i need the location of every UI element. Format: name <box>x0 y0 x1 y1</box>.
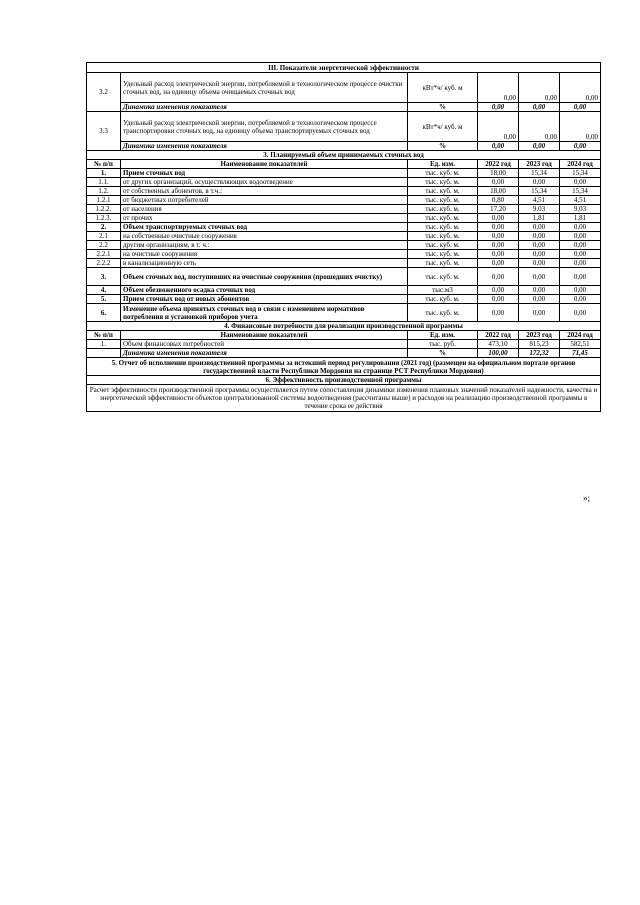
energy-row <box>87 112 601 142</box>
value-2022: 0,00 <box>478 304 519 322</box>
efficiency-header-row <box>87 376 601 385</box>
indicator-name: от бюджетных потребителей <box>121 196 408 205</box>
unit-cell: кВт*ч/ куб. м <box>408 73 478 103</box>
value-2024: 0,00 <box>560 295 601 304</box>
value-2022: 0,00 <box>478 223 519 232</box>
value-2023: 0,00 <box>519 178 560 187</box>
value-2023: 0,00 <box>519 295 560 304</box>
unit-cell: тыс. куб. м. <box>408 250 478 259</box>
section-3-header-row <box>87 63 601 73</box>
value-2024: 4,51 <box>560 196 601 205</box>
value-2024: 0,00 <box>560 286 601 295</box>
indicator-name: на очистные сооружения <box>121 250 408 259</box>
row-number: 4. <box>87 286 121 295</box>
row-number: 2. <box>87 223 121 232</box>
value-2022: 0,00 <box>478 178 519 187</box>
value-2022: 0,00 <box>478 112 519 142</box>
dynamics-label: Динамика изменения показателя <box>121 349 408 358</box>
value-2023: 0,00 <box>519 142 560 151</box>
value-2023: 0,00 <box>519 304 560 322</box>
column-header-2022: 2022 год <box>478 160 519 169</box>
value-2024: 15,34 <box>560 187 601 196</box>
indicator-name: другим организациям, в т. ч.: <box>121 241 408 250</box>
value-2023: 0,00 <box>519 223 560 232</box>
volume-row <box>87 295 601 304</box>
indicator-name: Объем обезвоженного осадка сточных вод <box>121 286 408 295</box>
volume-row <box>87 250 601 259</box>
unit-cell: тыс. куб. м. <box>408 178 478 187</box>
value-2023: 9,03 <box>519 205 560 214</box>
value-2023: 0,00 <box>519 232 560 241</box>
unit-cell: кВт*ч/ куб. м <box>408 112 478 142</box>
column-header-no: № п/п <box>87 331 121 340</box>
volume-row <box>87 241 601 250</box>
column-header-no: № п/п <box>87 160 121 169</box>
unit-cell: тыс. куб. м. <box>408 268 478 286</box>
value-2024: 0,00 <box>560 103 601 112</box>
indicator-name: Объем сточных вод, поступивших на очистные сооружения (прошедших очистку) <box>121 268 408 286</box>
finance-row <box>87 340 601 349</box>
value-2022: 0,00 <box>478 295 519 304</box>
unit-cell: тыс. куб. м. <box>408 295 478 304</box>
value-2023: 172,32 <box>519 349 560 358</box>
volume-row <box>87 205 601 214</box>
dynamics-row <box>87 142 601 151</box>
volume-column-header-row <box>87 160 601 169</box>
value-2023: 815,23 <box>519 340 560 349</box>
unit-cell: тыс. куб. м. <box>408 214 478 223</box>
value-2024: 0,00 <box>560 268 601 286</box>
unit-cell: тыс. куб. м. <box>408 241 478 250</box>
value-2023: 4,51 <box>519 196 560 205</box>
indicator-name: от прочих <box>121 214 408 223</box>
value-2022: 18,00 <box>478 187 519 196</box>
volume-row <box>87 178 601 187</box>
indicator-name: Удельный расход электрической энергии, потребляемой в технологическом процессе транспортировки сточных вод, на единицу объема транспортируемых сточных вод <box>121 112 408 142</box>
row-number: 6. <box>87 304 121 322</box>
value-2024: 9,03 <box>560 205 601 214</box>
volume-row <box>87 268 601 286</box>
value-2022: 0,00 <box>478 259 519 268</box>
value-2024: 15,34 <box>560 169 601 178</box>
report-header-row <box>87 358 601 376</box>
volume-row <box>87 214 601 223</box>
unit-cell: тыс. куб. м. <box>408 196 478 205</box>
unit-cell: % <box>408 103 478 112</box>
value-2023: 0,00 <box>519 286 560 295</box>
volume-row <box>87 223 601 232</box>
unit-cell: тыс. куб. м. <box>408 259 478 268</box>
value-2024: 0,00 <box>560 73 601 103</box>
column-header-2023: 2023 год <box>519 331 560 340</box>
value-2022: 0,00 <box>478 214 519 223</box>
unit-cell: тыс. куб. м. <box>408 223 478 232</box>
column-header-name: Наименование показателей <box>121 160 408 169</box>
row-number: 1.2.2. <box>87 205 121 214</box>
column-header-2023: 2023 год <box>519 160 560 169</box>
volume-row <box>87 232 601 241</box>
unit-cell: тыс. куб. м. <box>408 205 478 214</box>
value-2022: 0,00 <box>478 142 519 151</box>
finance-column-header-row <box>87 331 601 340</box>
dynamics-row <box>87 103 601 112</box>
indicator-name: Объем финансовых потребностей <box>121 340 408 349</box>
indicator-name: Объем транспортируемых сточных вод <box>121 223 408 232</box>
value-2022: 0,00 <box>478 241 519 250</box>
volume-row <box>87 259 601 268</box>
value-2023: 0,00 <box>519 103 560 112</box>
column-header-2022: 2022 год <box>478 331 519 340</box>
value-2023: 0,00 <box>519 250 560 259</box>
row-number: 1.2.1 <box>87 196 121 205</box>
indicator-name: Удельный расход электрической энергии, потребляемой в технологическом процессе очистки сточных вод, на единицу объема очищаемых сточных вод <box>121 73 408 103</box>
value-2023: 0,00 <box>519 112 560 142</box>
value-2024: 0,00 <box>560 241 601 250</box>
finance-header-row <box>87 322 601 331</box>
value-2024: 0,00 <box>560 112 601 142</box>
efficiency-text: Расчет эффективности производственной программы осуществляется путем сопоставления динамики изменения плановых значений показателей надежности, качества и энергетической эффективности объектов централизованной системы водоотведения (рассчитаны выше) и расходов на реализацию производственной программы в течение срока ее действия <box>87 385 601 412</box>
volume-row <box>87 286 601 295</box>
value-2024: 0,00 <box>560 232 601 241</box>
dynamics-label: Динамика изменения показателя <box>121 142 408 151</box>
unit-cell: тыс. куб. м. <box>408 304 478 322</box>
volume-row <box>87 187 601 196</box>
value-2022: 0,00 <box>478 232 519 241</box>
row-number: 2.2.2 <box>87 259 121 268</box>
indicator-name: на собственные очистные сооружения <box>121 232 408 241</box>
value-2024: 0,00 <box>560 223 601 232</box>
row-number: 2.2.1 <box>87 250 121 259</box>
dynamics-label: Динамика изменения показателя <box>121 103 408 112</box>
unit-cell: тыс.м3 <box>408 286 478 295</box>
value-2022: 17,20 <box>478 205 519 214</box>
value-2022: 18,00 <box>478 169 519 178</box>
section-header: 6. Эффективность производственной программы <box>87 376 601 385</box>
value-2024: 0,00 <box>560 250 601 259</box>
column-header-unit: Ед. изм. <box>408 160 478 169</box>
unit-cell: тыс. куб. м. <box>408 232 478 241</box>
row-number: 2.1 <box>87 232 121 241</box>
value-2024: 582,51 <box>560 340 601 349</box>
unit-cell: % <box>408 142 478 151</box>
volume-row <box>87 196 601 205</box>
indicator-name: Прием сточных вод <box>121 169 408 178</box>
value-2023: 0,00 <box>519 73 560 103</box>
indicator-name: Прием сточных вод от новых абонентов <box>121 295 408 304</box>
indicator-name: Изменение объема принятых сточных вод в связи с изменением нормативов потребления и установкой приборов учета <box>121 304 408 322</box>
unit-cell: % <box>408 349 478 358</box>
column-header-2024: 2024 год <box>560 160 601 169</box>
row-number: 1. <box>87 169 121 178</box>
value-2024: 0,00 <box>560 259 601 268</box>
unit-cell: тыс. куб. м. <box>408 187 478 196</box>
value-2022: 0,00 <box>478 286 519 295</box>
energy-row <box>87 73 601 103</box>
value-2024: 0,00 <box>560 178 601 187</box>
document-page <box>86 62 600 412</box>
row-number: 3.3 <box>87 112 121 151</box>
value-2024: 0,00 <box>560 142 601 151</box>
indicator-name: в канализационную сеть <box>121 259 408 268</box>
section-header: 4. Финансовые потребности для реализации производственной программы <box>87 322 601 331</box>
value-2022: 0,00 <box>478 250 519 259</box>
column-header-name: Наименование показателей <box>121 331 408 340</box>
row-number: 3. <box>87 268 121 286</box>
section-header: 5. Отчет об исполнении производственной программы за истекший период регулирования (2021 год) (размещен на официальном портале органов государственной власти Республики Мордовия на странице РСТ Республики Мордовия) <box>87 358 601 376</box>
row-number: 1. <box>87 340 121 349</box>
volume-row <box>87 169 601 178</box>
unit-cell: тыс. куб. м. <box>408 169 478 178</box>
value-2024: 0,00 <box>560 304 601 322</box>
row-number: 1.2. <box>87 187 121 196</box>
volume-row <box>87 304 601 322</box>
row-number: 3.2 <box>87 73 121 112</box>
value-2022: 0,00 <box>478 103 519 112</box>
section-header: 3. Планируемый объем принимаемых сточных вод <box>87 151 601 160</box>
closing-mark: »; <box>583 493 591 503</box>
indicator-name: от населения <box>121 205 408 214</box>
value-2023: 15,34 <box>519 187 560 196</box>
empty-cell <box>87 349 121 358</box>
value-2023: 1,81 <box>519 214 560 223</box>
value-2022: 0,00 <box>478 268 519 286</box>
value-2023: 15,34 <box>519 169 560 178</box>
indicator-name: от других организаций, осуществляющих водоотведение <box>121 178 408 187</box>
value-2022: 100,00 <box>478 349 519 358</box>
indicator-name: от собственных абонентов, в т.ч.: <box>121 187 408 196</box>
value-2023: 0,00 <box>519 241 560 250</box>
finance-dynamics-row <box>87 349 601 358</box>
value-2024: 1,81 <box>560 214 601 223</box>
program-table <box>86 62 601 412</box>
row-number: 2.2 <box>87 241 121 250</box>
value-2022: 473,10 <box>478 340 519 349</box>
value-2022: 0,80 <box>478 196 519 205</box>
value-2023: 0,00 <box>519 268 560 286</box>
row-number: 5. <box>87 295 121 304</box>
row-number: 1.1. <box>87 178 121 187</box>
column-header-unit: Ед. изм. <box>408 331 478 340</box>
value-2024: 71,45 <box>560 349 601 358</box>
row-number: 1.2.3. <box>87 214 121 223</box>
volume-header-row <box>87 151 601 160</box>
section-header: III. Показатели энергетической эффективности <box>87 63 601 73</box>
value-2022: 0,00 <box>478 73 519 103</box>
unit-cell: тыс. руб. <box>408 340 478 349</box>
efficiency-text-row <box>87 385 601 412</box>
column-header-2024: 2024 год <box>560 331 601 340</box>
value-2023: 0,00 <box>519 259 560 268</box>
